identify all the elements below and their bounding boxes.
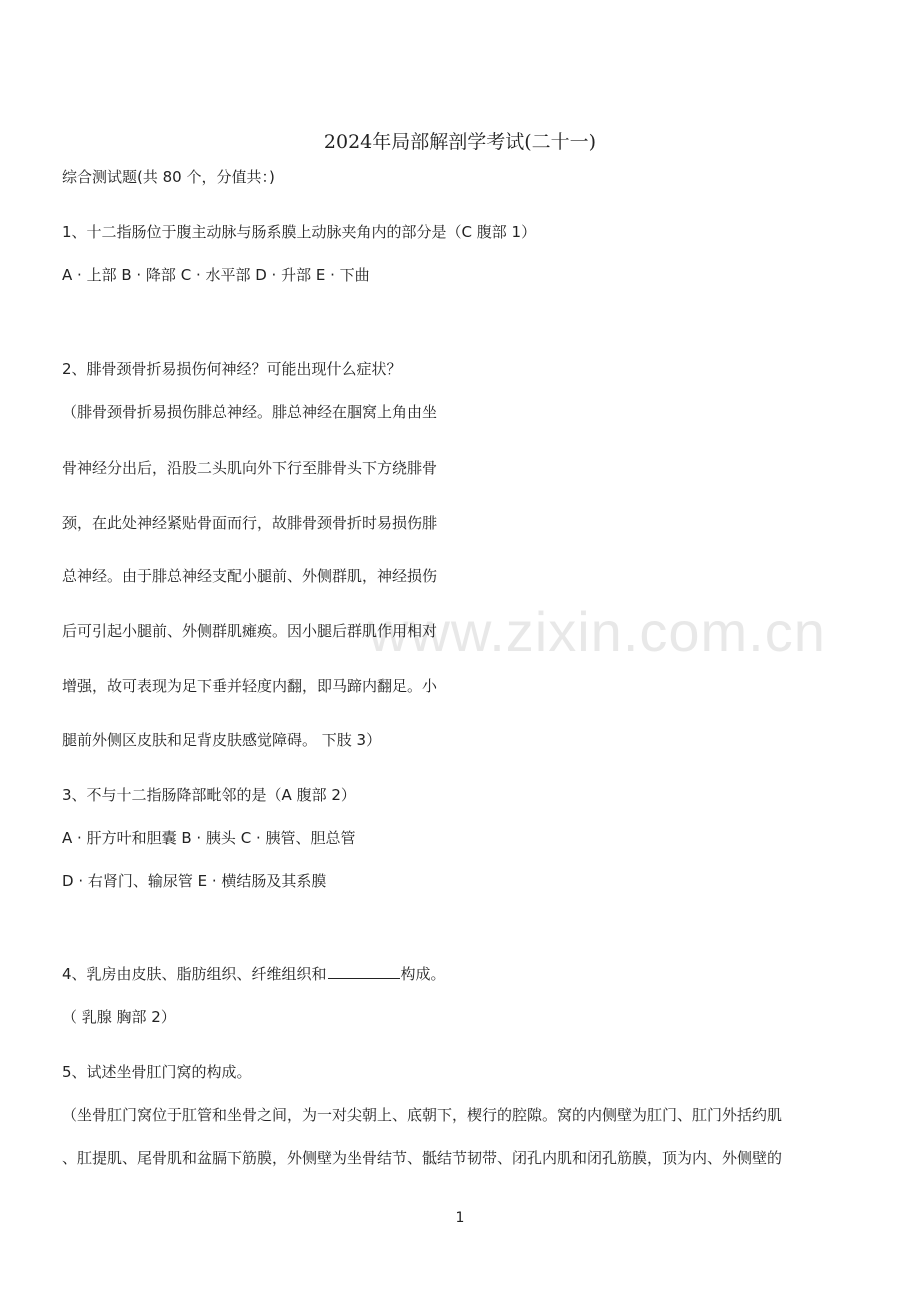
question-4-text-before: 4、乳房由皮肤、脂肪组织、纤维组织和	[62, 965, 327, 983]
document-title: 2024年局部解剖学考试(二十一)	[323, 131, 597, 153]
test-subtitle: 综合测试题(共 80 个，分值共：)	[62, 168, 275, 186]
question-3-options: D · 右肾门、输尿管 E · 横结肠及其系膜	[62, 872, 327, 890]
watermark: www.zixin.com.cn	[368, 600, 826, 663]
question-1: 1、十二指肠位于腹主动脉与肠系膜上动脉夹角内的部分是（C 腹部 1）	[62, 223, 537, 241]
question-5: 5、试述坐骨肛门窝的构成。	[62, 1063, 252, 1081]
question-4	[62, 964, 446, 984]
question-3: 3、不与十二指肠降部毗邻的是（A 腹部 2）	[62, 786, 356, 804]
question-5-answer-line: 、肛提肌、尾骨肌和盆膈下筋膜，外侧壁为坐骨结节、骶结节韧带、闭孔内肌和闭孔筋膜，顶为内、外侧壁的	[62, 1149, 783, 1167]
question-2-answer-line: 后可引起小腿前、外侧群肌瘫痪。因小腿后群肌作用相对	[62, 622, 438, 640]
page-number: 1	[455, 1210, 465, 1226]
question-2: 2、腓骨颈骨折易损伤何神经？可能出现什么症状？	[62, 360, 402, 378]
question-2-answer-line: 骨神经分出后，沿股二头肌向外下行至腓骨头下方绕腓骨	[62, 459, 438, 477]
question-2-answer-line: 增强，故可表现为足下垂并轻度内翻，即马蹄内翻足。小	[62, 677, 438, 695]
question-1-options: A · 上部 B · 降部 C · 水平部 D · 升部 E · 下曲	[62, 266, 370, 284]
question-3-options: A · 肝方叶和胆囊 B · 胰头 C · 胰管、胆总管	[62, 829, 356, 847]
question-2-answer-line: 颈，在此处神经紧贴骨面而行，故腓骨颈骨折时易损伤腓	[62, 514, 438, 532]
question-2-answer-line: （腓骨颈骨折易损伤腓总神经。腓总神经在腘窝上角由坐	[62, 403, 438, 421]
question-4-text-after: 构成。	[400, 965, 446, 983]
question-2-answer-line: 总神经。由于腓总神经支配小腿前、外侧群肌，神经损伤	[62, 567, 438, 585]
question-2-answer-line: 腿前外侧区皮肤和足背皮肤感觉障碍。 下肢 3）	[62, 731, 382, 749]
fill-in-blank	[328, 964, 400, 979]
question-4-answer: （ 乳腺 胸部 2）	[62, 1008, 176, 1026]
question-5-answer-line: （坐骨肛门窝位于肛管和坐骨之间，为一对尖朝上、底朝下，楔行的腔隙。窝的内侧壁为肛门、肛门外括约肌	[62, 1106, 783, 1124]
